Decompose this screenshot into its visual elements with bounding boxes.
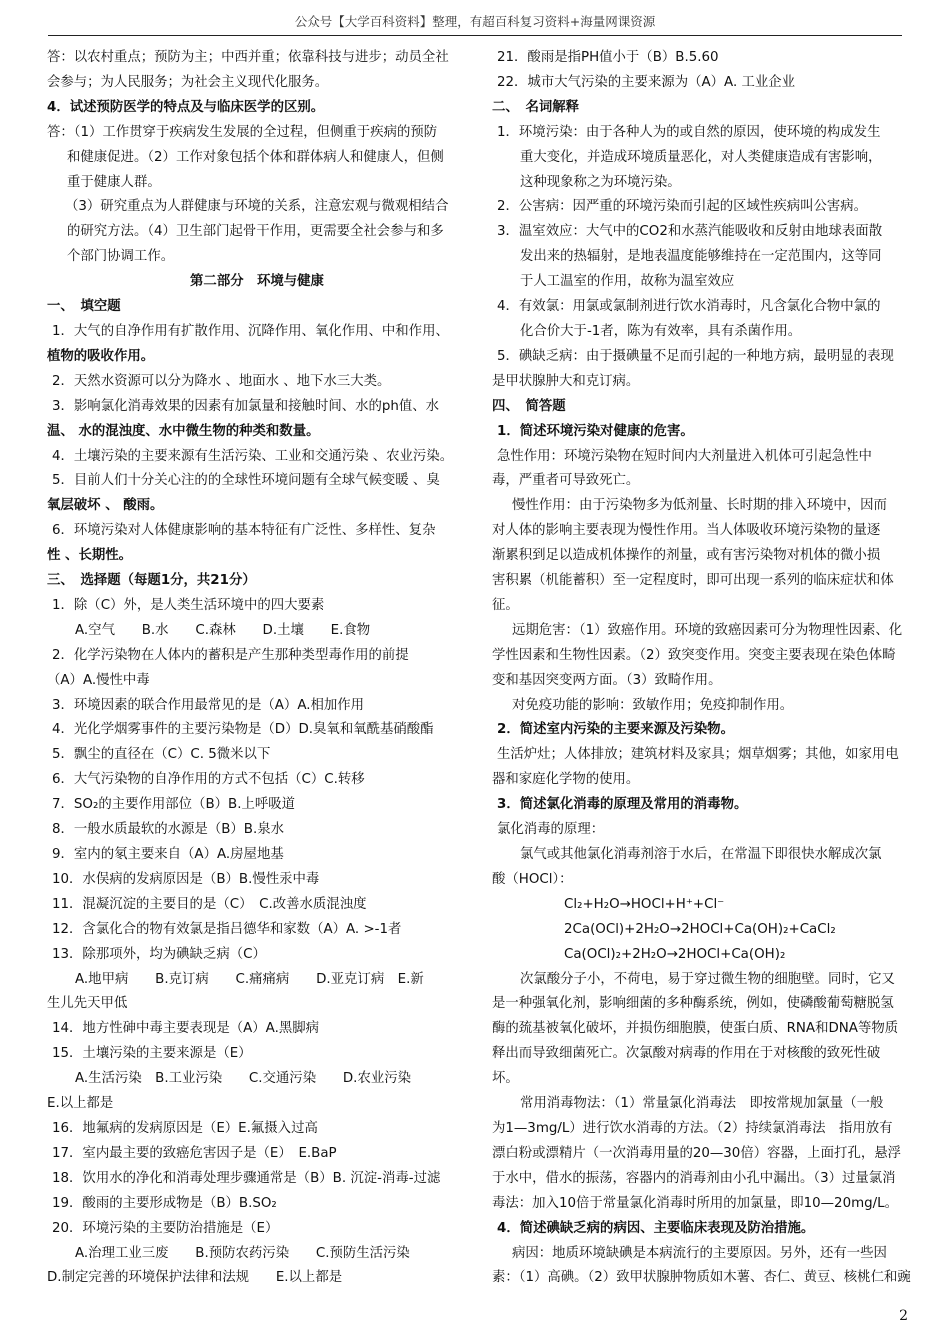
- left-text-line: 答：以农村重点；预防为主；中西并重；依靠科技与进步；动员全社: [47, 50, 449, 65]
- right-text-line: 于水中，借水的振荡，容器内的消毒剂由小孔中漏出。（3）过量氯消: [492, 1170, 896, 1186]
- right-text-line: 22．城市大气污染的主要来源为（A）A. 工业企业: [497, 74, 796, 90]
- right-text-line: 毒，严重者可导致死亡。: [492, 473, 640, 489]
- left-text-line: 氧层破坏 、 酸雨。: [47, 498, 164, 514]
- right-text-line: 为1—3mg/L）进行饮水消毒的方法。（2）持续氯消毒法 指用放有: [492, 1120, 893, 1136]
- right-text-line: 2Ca(OCl)+2H₂O→2HOCl+Ca(OH)₂+CaCl₂: [564, 921, 836, 937]
- left-text-line: 植物的吸收作用。: [47, 348, 155, 364]
- right-text-line: 5．碘缺乏病：由于摄碘量不足而引起的一种地方病，最明显的表现: [497, 348, 894, 364]
- left-text-line: 1．大气的自净作用有扩散作用、沉降作用、氧化作用、中和作用、: [52, 323, 449, 339]
- left-text-line: 14．地方性砷中毒主要表现是（A）A.黑脚病: [52, 1021, 320, 1037]
- left-text-line: 9．室内的氡主要来自（A）A.房屋地基: [52, 847, 284, 862]
- right-text-line: 常用消毒物法：（1）常量氯化消毒法 即按常规加氯量（一般: [520, 1096, 884, 1112]
- right-text-line: 发出来的热辐射，是地表温度能够维持在一定范围内，这等同: [520, 249, 882, 265]
- left-text-line: 4．光化学烟雾事件的主要污染物是（D）D.臭氧和氧酰基硝酸酯: [52, 722, 434, 738]
- left-text-line: 15．土壤污染的主要来源是（E）: [52, 1046, 252, 1062]
- left-text-line: 4．试述预防医学的特点及与临床医学的区别。: [47, 99, 325, 115]
- right-text-line: 2．简述室内污染的主要来源及污染物。: [497, 722, 734, 738]
- left-text-line: 会参与；为人民服务；为社会主义现代化服务。: [47, 74, 329, 90]
- left-text-line: 17．室内最主要的致癌危害因子是（E） E.BaP: [52, 1145, 337, 1161]
- left-text-line: A.地甲病 B.克订病 C.痛痛病 D.亚克订病 E.新: [75, 971, 424, 987]
- left-text-line: 2．化学污染物在人体内的蓄积是产生那种类型毒作用的前提: [52, 647, 409, 663]
- right-text-line: 远期危害：（1）致癌作用。环境的致癌因素可分为物理性因素、化: [512, 622, 903, 638]
- left-text-line: A.治理工业三废 B.预防农药污染 C.预防生活污染: [75, 1245, 410, 1261]
- right-text-line: 酶的巯基被氧化破坏，并损伤细胞膜，使蛋白质、RNA和DNA等物质: [492, 1021, 899, 1037]
- right-text-line: 学性因素和生物性因素。（2）致突变作用。突变主要表现在染色体畸: [492, 647, 896, 663]
- right-text-line: 化合价大于-1者，陈为有效率，具有杀菌作用。: [520, 323, 802, 339]
- left-text-line: 6．大气污染物的自净作用的方式不包括（C）C.转移: [52, 772, 365, 788]
- left-text-line: （3）研究重点为人群健康与环境的关系，注意宏观与微观相结合: [65, 199, 449, 215]
- right-text-line: 征。: [492, 597, 519, 613]
- left-text-line: 4．土壤污染的主要来源有生活污染、工业和交通污染 、农业污染。: [52, 448, 454, 464]
- right-text-line: 变和基因突变两方面。（3）致畸作用。: [492, 672, 722, 688]
- right-text-line: 氯气或其他氯化消毒剂溶于水后，在常温下即很快水解成次氯: [520, 847, 882, 862]
- left-text-line: A.生活污染 B.工业污染 C.交通污染 D.农业污染: [75, 1071, 411, 1087]
- right-text-line: 四、 简答题: [492, 398, 566, 414]
- right-text-line: 器和家庭化学物的使用。: [492, 772, 640, 788]
- right-text-line: 重大变化，并造成环境质量恶化，对人类健康造成有害影响，: [520, 149, 882, 165]
- right-text-line: 生活炉灶；人体排放；建筑材料及家具；烟草烟雾；其他，如家用电: [497, 747, 899, 763]
- right-text-line: 氯化消毒的原理：: [497, 822, 605, 838]
- left-text-line: 6．环境污染对人体健康影响的基本特征有广泛性、多样性、复杂: [52, 523, 436, 539]
- right-text-line: 3．温室效应：大气中的CO2和水蒸汽能吸收和反射由地球表面散: [497, 224, 883, 240]
- right-text-line: 是一种强氧化剂，影响细菌的多种酶系统，例如，使磷酸葡萄糖脱氢: [492, 996, 894, 1012]
- left-column: [47, 46, 467, 1291]
- left-text-line: 5．目前人们十分关心注的的全球性环境问题有全球气候变暖 、臭: [52, 473, 440, 489]
- right-column: [492, 46, 912, 1291]
- left-text-line: 1．除（C）外，是人类生活环境中的四大要素: [52, 597, 325, 613]
- left-text-line: D.制定完善的环境保护法律和法规 E.以上都是: [47, 1270, 343, 1286]
- left-text-line: 16．地氟病的发病原因是（E）E.氟摄入过高: [52, 1120, 318, 1136]
- right-text-line: 二、 名词解释: [492, 99, 580, 115]
- right-text-line: 坏。: [492, 1071, 519, 1087]
- left-text-line: 13．除那项外，均为碘缺乏病（C）: [52, 946, 266, 962]
- right-text-line: 4．简述碘缺乏病的病因、主要临床表现及防治措施。: [497, 1220, 815, 1236]
- right-text-line: 急性作用：环境污染物在短时间内大剂量进入机体可引起急性中: [497, 448, 872, 464]
- left-text-line: 10．水俣病的发病原因是（B）B.慢性汞中毒: [52, 871, 320, 887]
- left-text-line: 生儿先天甲低: [47, 996, 128, 1012]
- left-text-line: 3．环境因素的联合作用最常见的是（A）A.相加作用: [52, 697, 365, 713]
- left-text-line: 12．含氯化合的物有效氯是指吕德华和家数（A）A. >-1者: [52, 921, 402, 937]
- left-text-line: 第二部分 环境与健康: [190, 274, 324, 290]
- left-text-line: 三、 选择题（每题1分，共21分）: [47, 573, 256, 589]
- page-number: 2: [899, 1308, 908, 1324]
- right-text-line: 1．简述环境污染对健康的危害。: [497, 423, 694, 439]
- right-text-line: 于人工温室的作用，故称为温室效应: [520, 274, 735, 290]
- left-text-line: 答：（1）工作贯穿于疾病发生发展的全过程，但侧重于疾病的预防: [47, 124, 438, 140]
- right-text-line: 3．简述氯化消毒的原理及常用的消毒物。: [497, 797, 748, 813]
- right-text-line: 4．有效氯：用氯或氯制剂进行饮水消毒时，凡含氯化合物中氯的: [497, 299, 881, 315]
- page-header: 公众号【大学百科资料】整理，有超百科复习资料+海量网课资源: [294, 14, 656, 29]
- left-text-line: 重于健康人群。: [67, 174, 161, 190]
- left-text-line: 3．影响氯化消毒效果的因素有加氯量和接触时间、水的ph值、水: [52, 398, 440, 414]
- left-text-line: 温、 水的混浊度、水中微生物的种类和数量。: [47, 423, 320, 439]
- left-text-line: 一、 填空题: [47, 299, 121, 315]
- left-text-line: 7．SO₂的主要作用部位（B）B.上呼吸道: [52, 797, 296, 813]
- right-text-line: 病因：地质环境缺碘是本病流行的主要原因。另外，还有一些因: [512, 1245, 887, 1261]
- right-text-line: 21．酸雨是指PH值小于（B）B.5.60: [497, 50, 719, 65]
- left-text-line: 19．酸雨的主要形成物是（B）B.SO₂: [52, 1195, 277, 1211]
- left-text-line: 20．环境污染的主要防治措施是（E）: [52, 1220, 279, 1236]
- left-text-line: A.空气 B.水 C.森林 D.土壤 E.食物: [75, 622, 371, 638]
- left-text-line: 5．飘尘的直径在（C）C. 5微米以下: [52, 747, 271, 763]
- left-text-line: 和健康促进。（2）工作对象包括个体和群体病人和健康人，但侧: [67, 149, 444, 165]
- right-text-line: 对人体的影响主要表现为慢性作用。当人体吸收环境污染物的量逐: [492, 523, 881, 539]
- right-text-line: Cl₂+H₂O→HOCl+H⁺+Cl⁻: [564, 896, 725, 912]
- right-text-line: 次氯酸分子小，不荷电，易于穿过微生物的细胞壁。同时，它又: [520, 971, 895, 987]
- right-text-line: 害积累（机能蓄积）至一定程度时，即可出现一系列的临床症状和体: [492, 573, 894, 589]
- right-text-line: 释出而导致细菌死亡。次氯酸对病毒的作用在于对核酸的致死性破: [492, 1046, 881, 1062]
- right-text-line: 是甲状腺肿大和克订病。: [492, 373, 640, 389]
- left-text-line: 11．混凝沉淀的主要目的是（C） C.改善水质混浊度: [52, 896, 367, 912]
- right-text-line: 1．环境污染：由于各种人为的或自然的原因，使环境的构成发生: [497, 124, 881, 140]
- left-text-line: 性 、长期性。: [47, 548, 133, 564]
- right-text-line: 毒法：加入10倍于常量氯化消毒时所用的加氯量，即10—20mg/L。: [492, 1195, 899, 1211]
- right-text-line: 2．公害病：因严重的环境污染而引起的区域性疾病叫公害病。: [497, 199, 868, 215]
- right-text-line: 渐累积到足以造成机体操作的剂量，或有害污染物对机体的微小损: [492, 548, 881, 564]
- right-text-line: Ca(OCl)₂+2H₂O→2HOCl+Ca(OH)₂: [564, 946, 786, 962]
- right-text-line: 这种现象称之为环境污染。: [520, 174, 681, 190]
- left-text-line: 个部门协调工作。: [67, 249, 175, 265]
- left-text-line: （A）A.慢性中毒: [47, 672, 150, 688]
- right-text-line: 漂白粉或漂精片（一次消毒用量的20—30倍）容器，上面打孔，悬浮: [492, 1145, 902, 1161]
- left-text-line: 18．饮用水的净化和消毒处理步骤通常是（B）B. 沉淀-消毒-过滤: [52, 1170, 441, 1186]
- right-text-line: 对免疫功能的影响：致敏作用；免疫抑制作用。: [512, 697, 794, 713]
- left-text-line: 的研究方法。（4）卫生部门起骨干作用，更需要全社会参与和多: [67, 224, 444, 240]
- left-text-line: 2．天然水资源可以分为降水 、地面水 、地下水三大类。: [52, 373, 391, 389]
- left-text-line: 8．一般水质最软的水源是（B）B.泉水: [52, 822, 285, 838]
- left-text-line: E.以上都是: [47, 1096, 114, 1112]
- right-text-line: 素：（1）高碘。（2）致甲状腺肿物质如木薯、杏仁、黄豆、核桃仁和豌: [492, 1270, 911, 1286]
- header-divider: [48, 35, 902, 36]
- right-text-line: 酸（HOCl）：: [492, 871, 573, 887]
- right-text-line: 慢性作用：由于污染物多为低剂量、长时期的排入环境中，因而: [512, 498, 887, 514]
